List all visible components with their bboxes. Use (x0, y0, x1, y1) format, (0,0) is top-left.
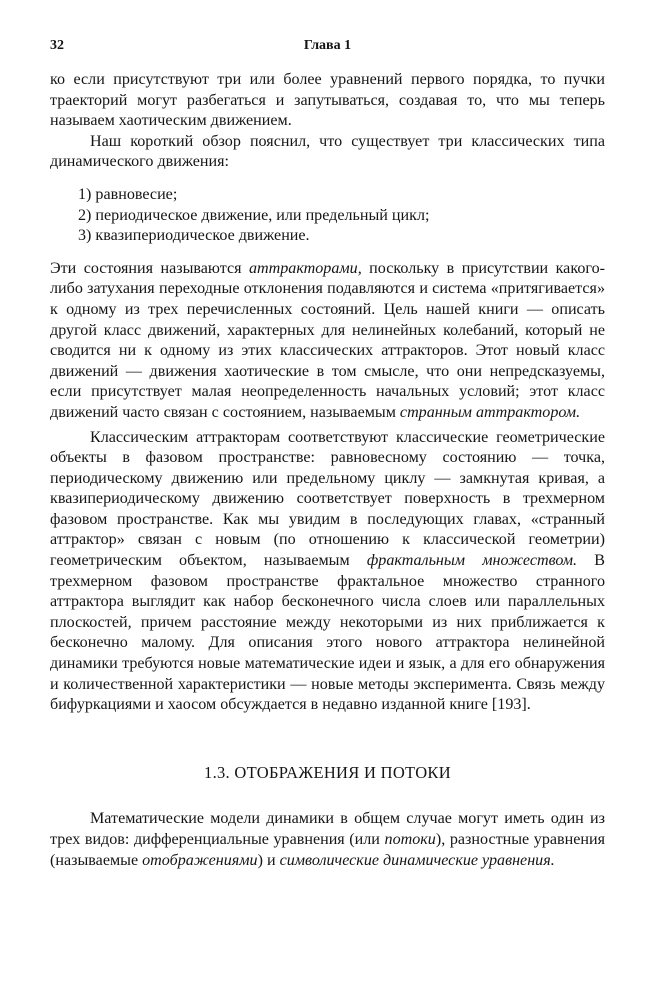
paragraph (50, 809, 605, 871)
page-number: 32 (50, 38, 64, 53)
paragraph: ко если присутствуют три или более уравнений первого порядка, то пучки траекторий могут разбегаться и запутываться, создавая то, что мы теперь называем хаотическим движением. (50, 71, 605, 130)
text-run: ), разностные уравнения (называемые (50, 831, 605, 869)
list-item: 2) периодическое движение, или предельный цикл; (78, 206, 430, 224)
body-text (50, 70, 605, 871)
text-run: Классическим аттракторам соответствуют классические геометрические объекты в фазовом пространстве: равновесному состоянию — точка, периодическому движению или предельному циклу — замкнутая кривая, а квазипериодическому движению соответствует поверхность в трехмерном фазовом пространстве. Как мы увидим в последующих главах, «странный аттрактор» связан с новым (по отношению к классической геометрии) геометрическим объектом, называемым (50, 428, 605, 570)
emphasis: фрактальным множеством. (366, 552, 578, 570)
emphasis: потоки (384, 831, 436, 848)
emphasis: отображениями (142, 851, 258, 869)
paragraph (50, 259, 605, 424)
motion-types-list (78, 185, 605, 247)
running-head: Глава 1 (303, 38, 352, 53)
text-run: ) и (257, 851, 280, 869)
page-header (50, 38, 605, 58)
text-run: поскольку в присутствии какого-либо затухания переходные отклонения подавляются и система «притягивается» к одному из трех перечисленных состояний. Цель нашей книги — описать другой класс движений, характерных для нелинейных колебаний, который не сводится ни к одному из этих классических аттракторов. Этот новый класс движений — движения хаотические в том смысле, что они непредсказуемы, если присутствует малая неопределенность начальных условий; этот класс движений часто связан с состоянием, называемым (50, 259, 605, 421)
paragraph: Наш короткий обзор пояснил, что существует три классических типа динамического движения: (50, 132, 605, 171)
section-heading: 1.3. ОТОБРАЖЕНИЯ И ПОТОКИ (204, 762, 451, 782)
emphasis: аттракторами, (248, 259, 362, 277)
emphasis: символические динамические уравнения. (279, 851, 555, 869)
list-item: 3) квазипериодическое движение. (78, 227, 310, 245)
text-run: Эти состояния называются (50, 259, 249, 277)
text-run: Математические модели динамики в общем случае могут иметь один из трех видов: дифференциальные уравнения (или (50, 810, 605, 848)
list-item: 1) равновесие; (78, 185, 178, 203)
paragraph (50, 428, 605, 716)
text-run: В трехмерном фазовом пространстве фрактальное множество странного аттрактора выглядит как набор бесконечного числа слоев или параллельных плоскостей, причем расстояние между некоторыми из них приближается к бесконечно малому. Для описания этого нового аттрактора нелинейной динамики требуются новые математические идеи и язык, а для его обнаружения и количественной характеристики — новые методы эксперимента. Связь между бифуркациями и хаосом обсуждается в недавно изданной книге [193]. (50, 552, 605, 714)
emphasis: странным аттрактором. (399, 403, 581, 421)
